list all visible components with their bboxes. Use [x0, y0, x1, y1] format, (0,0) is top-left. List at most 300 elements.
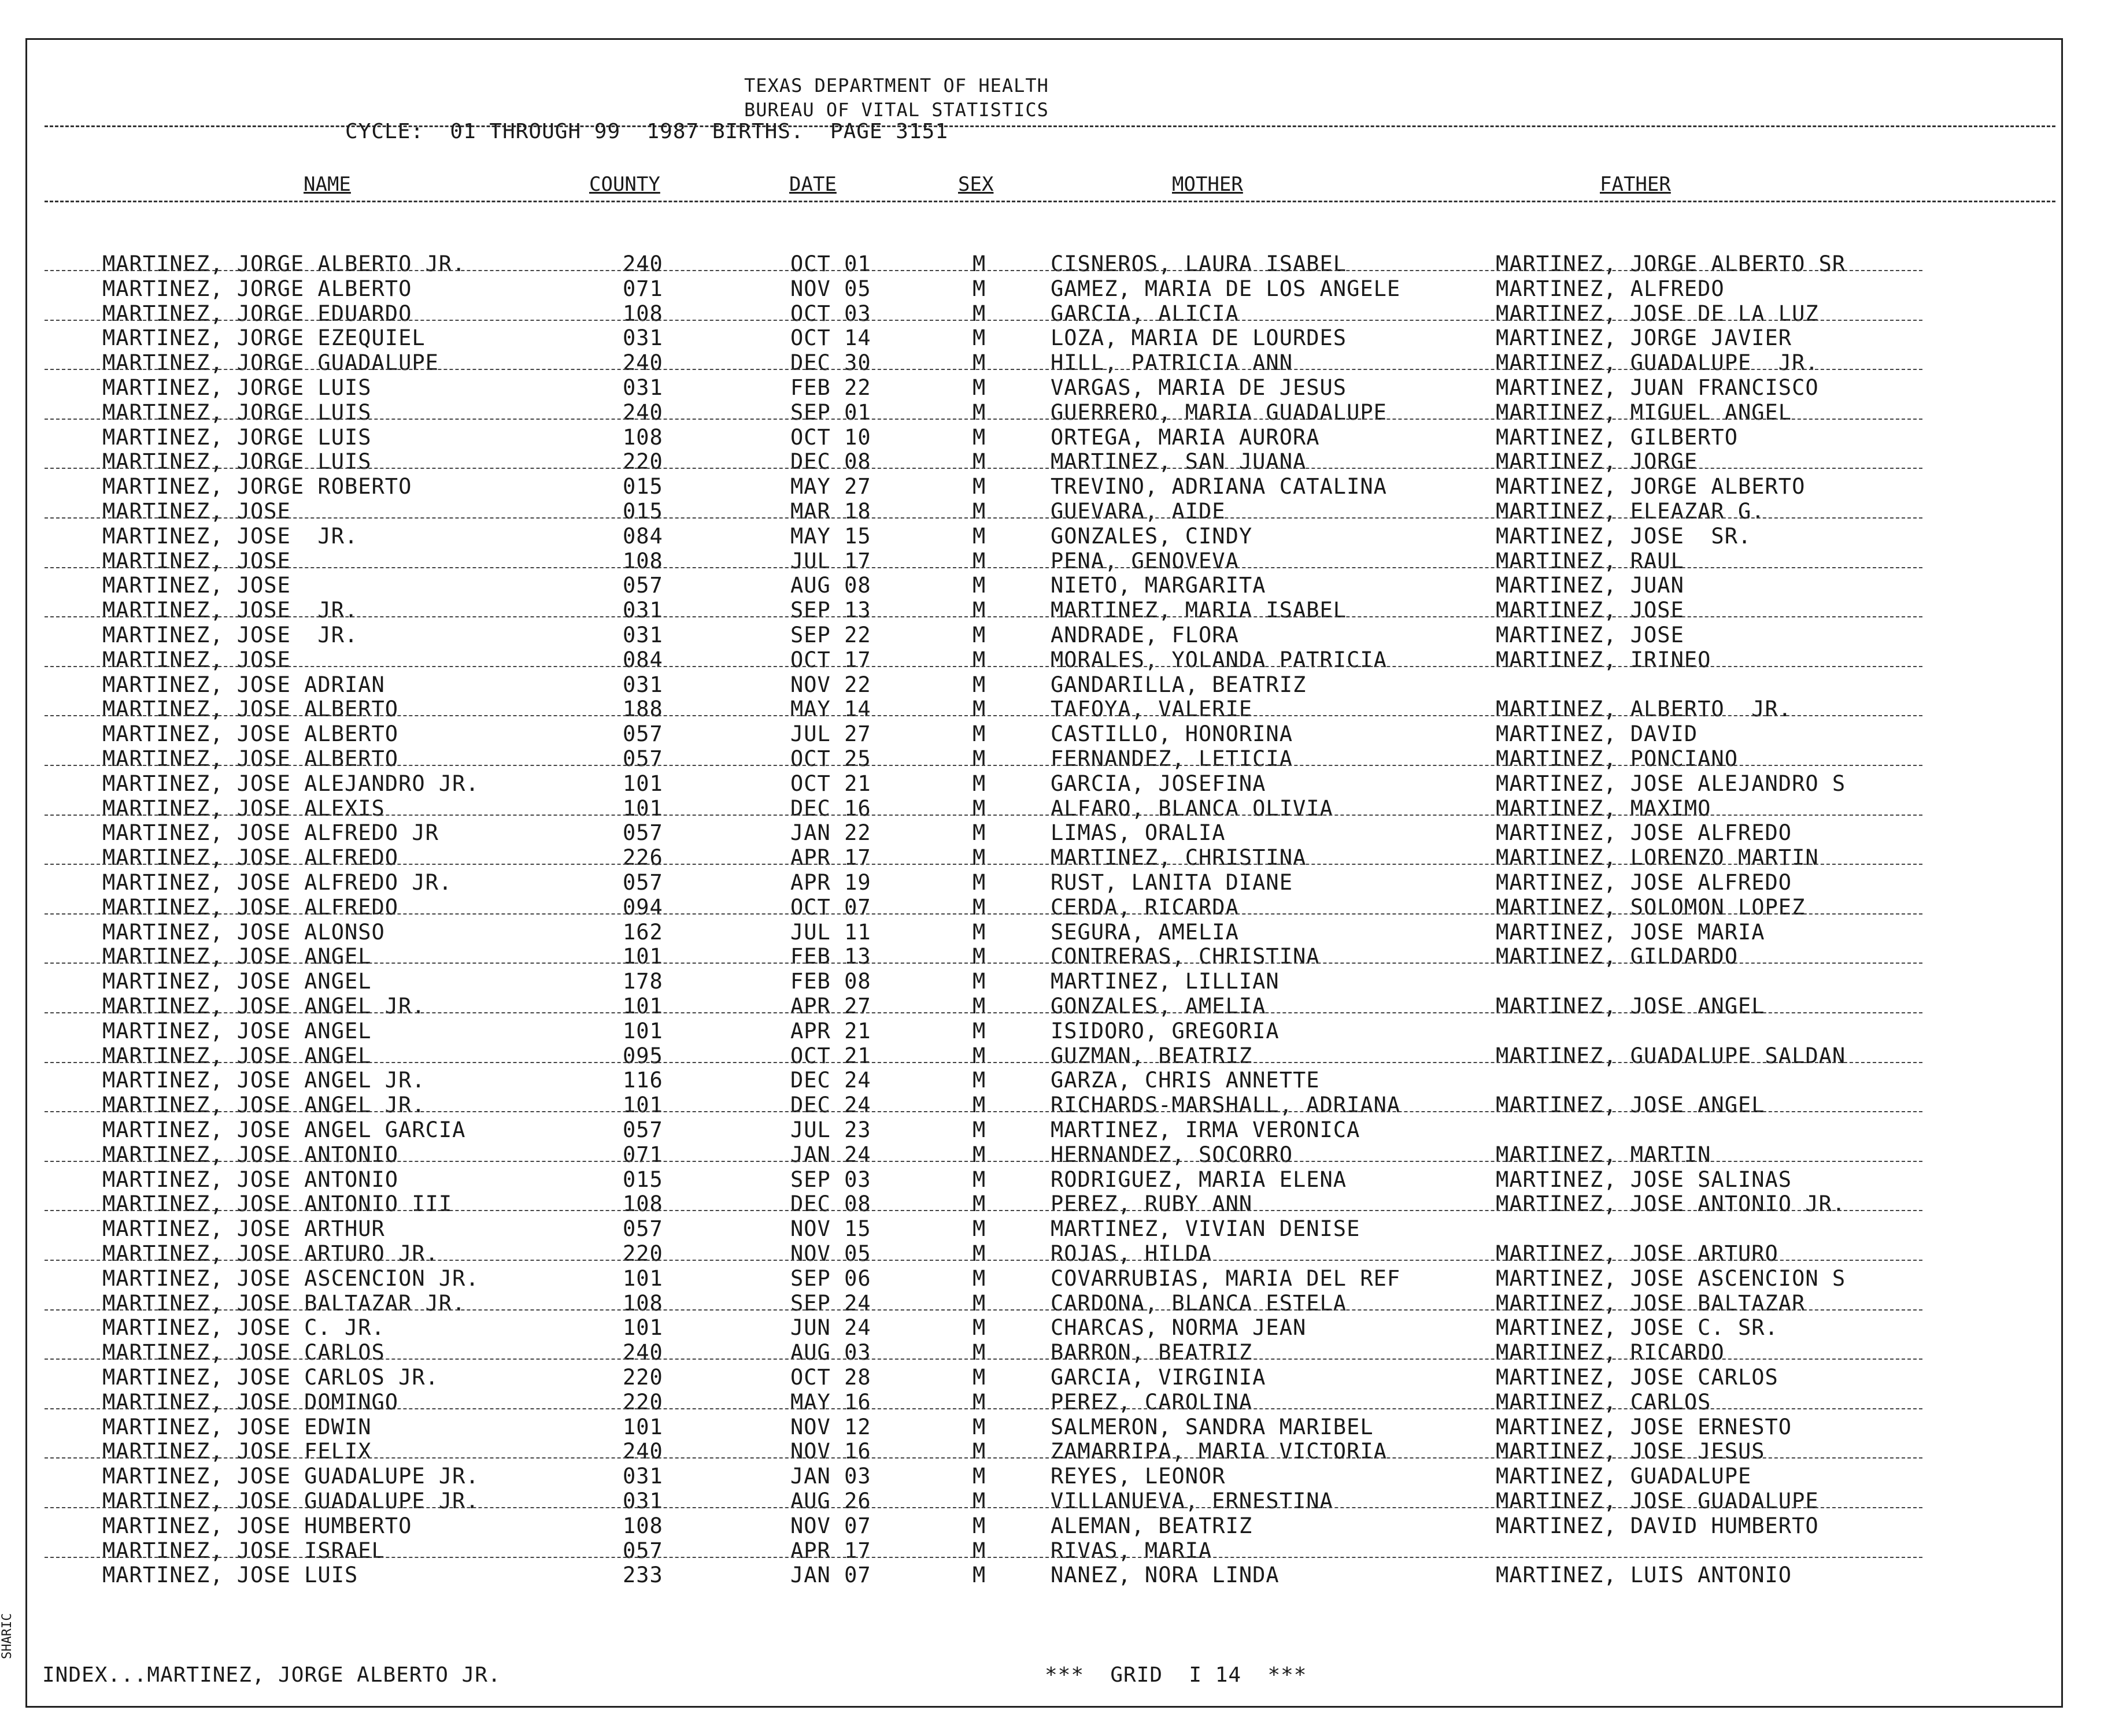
cell-county: 178 — [623, 969, 663, 994]
table-row — [27, 796, 2061, 821]
cell-father: MARTINEZ, IRINEO — [1496, 647, 1711, 672]
cell-name: MARTINEZ, JOSE ALFREDO — [102, 895, 399, 920]
header-line-1: TEXAS DEPARTMENT OF HEALTH — [744, 75, 1049, 97]
row-rule — [45, 1359, 1922, 1360]
cell-date: NOV 22 — [790, 672, 871, 697]
cell-county: 057 — [623, 1117, 663, 1142]
cell-sex: M — [973, 771, 986, 796]
cell-date: JUL 17 — [790, 549, 871, 573]
cell-father: MARTINEZ, JOSE — [1496, 598, 1684, 623]
cell-mother: NANEZ, NORA LINDA — [1051, 1563, 1280, 1587]
cell-sex: M — [973, 325, 986, 350]
row-rule — [45, 419, 1922, 420]
row-rule — [45, 517, 1922, 519]
cell-mother: MARTINEZ, VIVIAN DENISE — [1051, 1216, 1360, 1241]
cell-sex: M — [973, 1390, 986, 1415]
cell-mother: ALFARO, BLANCA OLIVIA — [1051, 796, 1333, 821]
table-row — [27, 1538, 2061, 1563]
cell-mother: RICHARDS-MARSHALL, ADRIANA — [1051, 1093, 1401, 1117]
cell-county: 101 — [623, 796, 663, 821]
table-row — [27, 1390, 2061, 1415]
table-row — [27, 672, 2061, 697]
cell-sex: M — [973, 1315, 986, 1340]
cell-mother: LOZA, MARIA DE LOURDES — [1051, 325, 1347, 350]
cell-sex: M — [973, 870, 986, 895]
table-row — [27, 623, 2061, 647]
cell-county: 108 — [623, 425, 663, 450]
cell-county: 094 — [623, 895, 663, 920]
table-row — [27, 1365, 2061, 1390]
cell-county: 101 — [623, 771, 663, 796]
cell-name: MARTINEZ, JOSE ALFREDO JR — [102, 820, 439, 845]
row-rule — [45, 1309, 1922, 1311]
cell-county: 057 — [623, 746, 663, 771]
cell-mother: GARCIA, JOSEFINA — [1051, 771, 1266, 796]
cell-sex: M — [973, 697, 986, 721]
cell-name: MARTINEZ, JORGE ALBERTO JR. — [102, 251, 466, 276]
cell-county: 108 — [623, 301, 663, 326]
cell-name: MARTINEZ, JOSE JR. — [102, 598, 358, 623]
cell-county: 057 — [623, 1538, 663, 1563]
cell-father: MARTINEZ, MAXIMO — [1496, 796, 1711, 821]
row-rule — [45, 270, 1922, 271]
cell-sex: M — [973, 1439, 986, 1464]
cell-mother: MARTINEZ, IRMA VERONICA — [1051, 1117, 1360, 1142]
cell-sex: M — [973, 1117, 986, 1142]
cell-date: SEP 03 — [790, 1167, 871, 1192]
cell-county: 108 — [623, 1191, 663, 1216]
row-rule — [45, 567, 1922, 568]
cell-county: 240 — [623, 1439, 663, 1464]
cell-name: MARTINEZ, JOSE ALBERTO — [102, 721, 399, 746]
table-row — [27, 573, 2061, 598]
cell-county: 071 — [623, 1142, 663, 1167]
cell-date: MAY 14 — [790, 697, 871, 721]
cell-sex: M — [973, 944, 986, 969]
table-row — [27, 944, 2061, 969]
cell-county: 084 — [623, 524, 663, 549]
cell-mother: MARTINEZ, SAN JUANA — [1051, 449, 1307, 474]
cell-county: 108 — [623, 1291, 663, 1316]
cell-name: MARTINEZ, JOSE ALBERTO — [102, 746, 399, 771]
cell-name: MARTINEZ, JOSE ANGEL JR. — [102, 1093, 426, 1117]
row-rule — [45, 320, 1922, 321]
cell-name: MARTINEZ, JOSE — [102, 549, 291, 573]
row-rule — [45, 963, 1922, 964]
cell-mother: GAMEZ, MARIA DE LOS ANGELE — [1051, 276, 1401, 301]
cell-sex: M — [973, 549, 986, 573]
table-row — [27, 895, 2061, 920]
table-row — [27, 1291, 2061, 1316]
table-row — [27, 251, 2061, 276]
cell-father: MARTINEZ, JOSE ALFREDO — [1496, 870, 1792, 895]
cell-date: OCT 21 — [790, 1043, 871, 1068]
cell-father: MARTINEZ, MIGUEL ANGEL — [1496, 400, 1792, 425]
cell-date: NOV 16 — [790, 1439, 871, 1464]
cell-mother: PEREZ, RUBY ANN — [1051, 1191, 1253, 1216]
cell-county: 220 — [623, 1390, 663, 1415]
cell-mother: MARTINEZ, MARIA ISABEL — [1051, 598, 1347, 623]
cell-father: MARTINEZ, JORGE JAVIER — [1496, 325, 1792, 350]
cell-sex: M — [973, 623, 986, 647]
cell-name: MARTINEZ, JOSE FELIX — [102, 1439, 372, 1464]
cycle-line: CYCLE: 01 THROUGH 99 1987 BIRTHS. PAGE 3151 — [345, 120, 948, 143]
table-row — [27, 499, 2061, 524]
cell-father: MARTINEZ, JOSE ERNESTO — [1496, 1415, 1792, 1439]
cell-county: 031 — [623, 325, 663, 350]
cell-county: 015 — [623, 1167, 663, 1192]
cell-name: MARTINEZ, JOSE LUIS — [102, 1563, 358, 1587]
table-row — [27, 425, 2061, 450]
cell-county: 226 — [623, 845, 663, 870]
cell-sex: M — [973, 994, 986, 1019]
cell-county: 031 — [623, 1489, 663, 1513]
cell-date: OCT 28 — [790, 1365, 871, 1390]
column-header-name: NAME — [304, 173, 351, 196]
cell-county: 108 — [623, 1513, 663, 1538]
cell-county: 031 — [623, 375, 663, 400]
table-row — [27, 375, 2061, 400]
cell-date: FEB 08 — [790, 969, 871, 994]
cell-sex: M — [973, 425, 986, 450]
table-row — [27, 820, 2061, 845]
column-header-county: COUNTY — [589, 173, 660, 196]
cell-sex: M — [973, 524, 986, 549]
table-row — [27, 771, 2061, 796]
cell-date: FEB 13 — [790, 944, 871, 969]
cell-sex: M — [973, 573, 986, 598]
table-row — [27, 1464, 2061, 1489]
cell-sex: M — [973, 1191, 986, 1216]
cell-date: DEC 30 — [790, 350, 871, 375]
cell-date: APR 19 — [790, 870, 871, 895]
cell-sex: M — [973, 1415, 986, 1439]
cell-county: 101 — [623, 1019, 663, 1043]
column-header-date: DATE — [789, 173, 837, 196]
cell-name: MARTINEZ, JOSE GUADALUPE JR. — [102, 1464, 479, 1489]
cell-date: NOV 05 — [790, 1241, 871, 1266]
cell-father: MARTINEZ, DAVID — [1496, 721, 1698, 746]
cell-date: MAR 18 — [790, 499, 871, 524]
cell-mother: RUST, LANITA DIANE — [1051, 870, 1293, 895]
cell-sex: M — [973, 1291, 986, 1316]
table-row — [27, 276, 2061, 301]
cell-father: MARTINEZ, JORGE ALBERTO SR — [1496, 251, 1846, 276]
cell-sex: M — [973, 449, 986, 474]
cell-mother: SALMERON, SANDRA MARIBEL — [1051, 1415, 1374, 1439]
cell-sex: M — [973, 499, 986, 524]
cell-mother: GUZMAN, BEATRIZ — [1051, 1043, 1253, 1068]
cell-date: DEC 24 — [790, 1093, 871, 1117]
cell-sex: M — [973, 672, 986, 697]
row-rule — [45, 468, 1922, 469]
table-row — [27, 1068, 2061, 1093]
cell-name: MARTINEZ, JORGE ALBERTO — [102, 276, 412, 301]
record-sheet — [25, 38, 2063, 1708]
cell-father: MARTINEZ, DAVID HUMBERTO — [1496, 1513, 1819, 1538]
cell-name: MARTINEZ, JOSE GUADALUPE JR. — [102, 1489, 479, 1513]
cell-father: MARTINEZ, LORENZO MARTIN — [1496, 845, 1819, 870]
table-row — [27, 1191, 2061, 1216]
cell-county: 162 — [623, 920, 663, 945]
header-line-2: BUREAU OF VITAL STATISTICS — [744, 99, 1049, 121]
table-row — [27, 1043, 2061, 1068]
cell-sex: M — [973, 1241, 986, 1266]
cell-father: MARTINEZ, SOLOMON LOPEZ — [1496, 895, 1806, 920]
table-row — [27, 1117, 2061, 1142]
cell-county: 031 — [623, 623, 663, 647]
cell-date: NOV 12 — [790, 1415, 871, 1439]
cell-county: 116 — [623, 1068, 663, 1093]
cell-name: MARTINEZ, JORGE LUIS — [102, 425, 372, 450]
table-row — [27, 1266, 2061, 1291]
table-row — [27, 1241, 2061, 1266]
cell-father: MARTINEZ, JOSE ANTONIO JR. — [1496, 1191, 1846, 1216]
cell-sex: M — [973, 1019, 986, 1043]
cell-date: SEP 22 — [790, 623, 871, 647]
cell-mother: REYES, LEONOR — [1051, 1464, 1226, 1489]
table-row — [27, 721, 2061, 746]
cell-father: MARTINEZ, GUADALUPE JR. — [1496, 350, 1819, 375]
cell-date: JUN 24 — [790, 1315, 871, 1340]
cell-sex: M — [973, 350, 986, 375]
cell-name: MARTINEZ, JOSE ANTONIO — [102, 1167, 399, 1192]
cell-date: SEP 01 — [790, 400, 871, 425]
table-row — [27, 350, 2061, 375]
cell-mother: GARZA, CHRIS ANNETTE — [1051, 1068, 1320, 1093]
table-row — [27, 1489, 2061, 1513]
cell-date: MAY 15 — [790, 524, 871, 549]
cell-sex: M — [973, 1365, 986, 1390]
cell-mother: ANDRADE, FLORA — [1051, 623, 1239, 647]
cell-sex: M — [973, 276, 986, 301]
cell-mother: MARTINEZ, LILLIAN — [1051, 969, 1280, 994]
cell-county: 101 — [623, 1093, 663, 1117]
table-row — [27, 598, 2061, 623]
cell-name: MARTINEZ, JORGE EDUARDO — [102, 301, 412, 326]
cell-mother: PENA, GENOVEVA — [1051, 549, 1239, 573]
cell-sex: M — [973, 1538, 986, 1563]
cell-father: MARTINEZ, RAUL — [1496, 549, 1684, 573]
row-rule — [45, 1062, 1922, 1063]
cell-sex: M — [973, 1266, 986, 1291]
cell-name: MARTINEZ, JOSE ARTURO JR. — [102, 1241, 439, 1266]
row-rule — [45, 616, 1922, 617]
cell-date: APR 21 — [790, 1019, 871, 1043]
cell-sex: M — [973, 1216, 986, 1241]
cell-county: 057 — [623, 870, 663, 895]
cell-father: MARTINEZ, JOSE SALINAS — [1496, 1167, 1792, 1192]
cell-father: MARTINEZ, JOSE ANGEL — [1496, 1093, 1765, 1117]
cell-date: DEC 08 — [790, 1191, 871, 1216]
cell-county: 101 — [623, 1266, 663, 1291]
cell-date: OCT 25 — [790, 746, 871, 771]
index-footer: INDEX...MARTINEZ, JORGE ALBERTO JR. — [42, 1663, 501, 1687]
cell-father: MARTINEZ, JOSE JESUS — [1496, 1439, 1765, 1464]
cell-father: MARTINEZ, JOSE ANGEL — [1496, 994, 1765, 1019]
table-row — [27, 400, 2061, 425]
cell-mother: CERDA, RICARDA — [1051, 895, 1239, 920]
cell-name: MARTINEZ, JOSE ISRAEL — [102, 1538, 385, 1563]
cell-father: MARTINEZ, JOSE GUADALUPE — [1496, 1489, 1819, 1513]
cell-father: MARTINEZ, JOSE SR. — [1496, 524, 1752, 549]
cell-mother: GONZALES, AMELIA — [1051, 994, 1266, 1019]
table-row — [27, 1142, 2061, 1167]
cell-name: MARTINEZ, JOSE CARLOS — [102, 1340, 385, 1365]
cell-name: MARTINEZ, JOSE ANGEL — [102, 944, 372, 969]
cell-name: MARTINEZ, JORGE LUIS — [102, 375, 372, 400]
row-rule — [45, 1111, 1922, 1112]
row-rule — [45, 815, 1922, 816]
cell-name: MARTINEZ, JOSE ALFREDO — [102, 845, 399, 870]
cell-father: MARTINEZ, GUADALUPE — [1496, 1464, 1752, 1489]
cell-name: MARTINEZ, JOSE HUMBERTO — [102, 1513, 412, 1538]
cell-date: OCT 17 — [790, 647, 871, 672]
row-rule — [45, 864, 1922, 865]
cell-sex: M — [973, 400, 986, 425]
cell-date: JAN 22 — [790, 820, 871, 845]
cell-mother: HERNANDEZ, SOCORRO — [1051, 1142, 1293, 1167]
cell-county: 095 — [623, 1043, 663, 1068]
row-rule — [45, 666, 1922, 667]
cell-county: 031 — [623, 598, 663, 623]
table-row — [27, 746, 2061, 771]
cell-county: 101 — [623, 994, 663, 1019]
cell-mother: TREVINO, ADRIANA CATALINA — [1051, 474, 1387, 499]
cell-county: 240 — [623, 400, 663, 425]
cell-sex: M — [973, 598, 986, 623]
cell-name: MARTINEZ, JORGE LUIS — [102, 400, 372, 425]
cell-name: MARTINEZ, JOSE ANGEL — [102, 1043, 372, 1068]
row-rule — [45, 1507, 1922, 1508]
cell-name: MARTINEZ, JOSE ANGEL JR. — [102, 994, 426, 1019]
cell-father: MARTINEZ, JORGE — [1496, 449, 1698, 474]
cell-date: OCT 03 — [790, 301, 871, 326]
cell-name: MARTINEZ, JOSE ALEXIS — [102, 796, 385, 821]
cell-sex: M — [973, 1068, 986, 1093]
cell-date: JUL 11 — [790, 920, 871, 945]
cell-name: MARTINEZ, JORGE LUIS — [102, 449, 372, 474]
records-table — [27, 40, 2061, 1706]
cell-father: MARTINEZ, JOSE ALEJANDRO S — [1496, 771, 1846, 796]
cell-date: MAY 16 — [790, 1390, 871, 1415]
cell-date: APR 27 — [790, 994, 871, 1019]
grid-footer: *** GRID I 14 *** — [1045, 1663, 1307, 1687]
side-label: SHARIC — [0, 1613, 14, 1659]
cell-mother: VILLANUEVA, ERNESTINA — [1051, 1489, 1333, 1513]
column-header-sex: SEX — [958, 173, 994, 196]
cell-county: 101 — [623, 944, 663, 969]
row-rule — [45, 369, 1922, 370]
cell-county: 240 — [623, 350, 663, 375]
cell-county: 031 — [623, 1464, 663, 1489]
cell-father: MARTINEZ, GILBERTO — [1496, 425, 1738, 450]
row-rule — [45, 1557, 1922, 1558]
cell-mother: RIVAS, MARIA — [1051, 1538, 1212, 1563]
cell-father: MARTINEZ, PONCIANO — [1496, 746, 1738, 771]
cell-date: NOV 07 — [790, 1513, 871, 1538]
cell-father: MARTINEZ, MARTIN — [1496, 1142, 1711, 1167]
cell-sex: M — [973, 251, 986, 276]
cell-date: DEC 16 — [790, 796, 871, 821]
cell-name: MARTINEZ, JORGE GUADALUPE — [102, 350, 439, 375]
cell-sex: M — [973, 721, 986, 746]
cell-date: JAN 03 — [790, 1464, 871, 1489]
cell-father: MARTINEZ, ALBERTO JR. — [1496, 697, 1792, 721]
cell-county: 233 — [623, 1563, 663, 1587]
column-header-father: FATHER — [1600, 173, 1671, 196]
cell-mother: CASTILLO, HONORINA — [1051, 721, 1293, 746]
cell-name: MARTINEZ, JOSE ANTONIO III — [102, 1191, 453, 1216]
cell-name: MARTINEZ, JOSE ANGEL GARCIA — [102, 1117, 466, 1142]
cell-date: AUG 03 — [790, 1340, 871, 1365]
cell-sex: M — [973, 746, 986, 771]
table-row — [27, 1415, 2061, 1439]
cell-date: APR 17 — [790, 1538, 871, 1563]
cell-name: MARTINEZ, JOSE ASCENCION JR. — [102, 1266, 479, 1291]
cell-date: FEB 22 — [790, 375, 871, 400]
cell-date: OCT 01 — [790, 251, 871, 276]
cell-mother: MORALES, YOLANDA PATRICIA — [1051, 647, 1387, 672]
cell-county: 057 — [623, 820, 663, 845]
table-row — [27, 1167, 2061, 1192]
table-row — [27, 969, 2061, 994]
cell-sex: M — [973, 920, 986, 945]
cell-father: MARTINEZ, JOSE ALFREDO — [1496, 820, 1792, 845]
cell-date: OCT 14 — [790, 325, 871, 350]
cell-date: NOV 15 — [790, 1216, 871, 1241]
row-rule — [45, 1210, 1922, 1211]
table-row — [27, 920, 2061, 945]
cell-name: MARTINEZ, JOSE ANTONIO — [102, 1142, 399, 1167]
cell-father: MARTINEZ, JOSE CARLOS — [1496, 1365, 1778, 1390]
cell-name: MARTINEZ, JOSE ALBERTO — [102, 697, 399, 721]
table-row — [27, 549, 2061, 573]
cell-father: MARTINEZ, JOSE DE LA LUZ — [1496, 301, 1819, 326]
cell-father: MARTINEZ, JOSE BALTAZAR — [1496, 1291, 1806, 1316]
cell-mother: MARTINEZ, CHRISTINA — [1051, 845, 1307, 870]
table-row — [27, 1093, 2061, 1117]
cell-name: MARTINEZ, JOSE EDWIN — [102, 1415, 372, 1439]
table-row — [27, 449, 2061, 474]
cell-mother: VARGAS, MARIA DE JESUS — [1051, 375, 1347, 400]
cell-name: MARTINEZ, JOSE C. JR. — [102, 1315, 385, 1340]
cell-mother: NIETO, MARGARITA — [1051, 573, 1266, 598]
cell-name: MARTINEZ, JOSE ADRIAN — [102, 672, 385, 697]
cell-name: MARTINEZ, JOSE DOMINGO — [102, 1390, 399, 1415]
cell-father: MARTINEZ, GUADALUPE SALDAN — [1496, 1043, 1846, 1068]
cell-date: DEC 24 — [790, 1068, 871, 1093]
cell-mother: GUEVARA, AIDE — [1051, 499, 1226, 524]
table-row — [27, 524, 2061, 549]
cell-date: NOV 05 — [790, 276, 871, 301]
cell-sex: M — [973, 895, 986, 920]
table-row — [27, 647, 2061, 672]
cell-name: MARTINEZ, JOSE — [102, 499, 291, 524]
cell-county: 220 — [623, 1241, 663, 1266]
cell-county: 057 — [623, 573, 663, 598]
cell-mother: GUERRERO, MARIA GUADALUPE — [1051, 400, 1387, 425]
cell-name: MARTINEZ, JORGE ROBERTO — [102, 474, 412, 499]
cell-sex: M — [973, 1513, 986, 1538]
cell-name: MARTINEZ, JOSE ANGEL — [102, 969, 372, 994]
cell-mother: ZAMARRIPA, MARIA VICTORIA — [1051, 1439, 1387, 1464]
cell-mother: GONZALES, CINDY — [1051, 524, 1253, 549]
cell-name: MARTINEZ, JORGE EZEQUIEL — [102, 325, 426, 350]
cell-sex: M — [973, 474, 986, 499]
cell-name: MARTINEZ, JOSE ALFREDO JR. — [102, 870, 453, 895]
table-row — [27, 994, 2061, 1019]
